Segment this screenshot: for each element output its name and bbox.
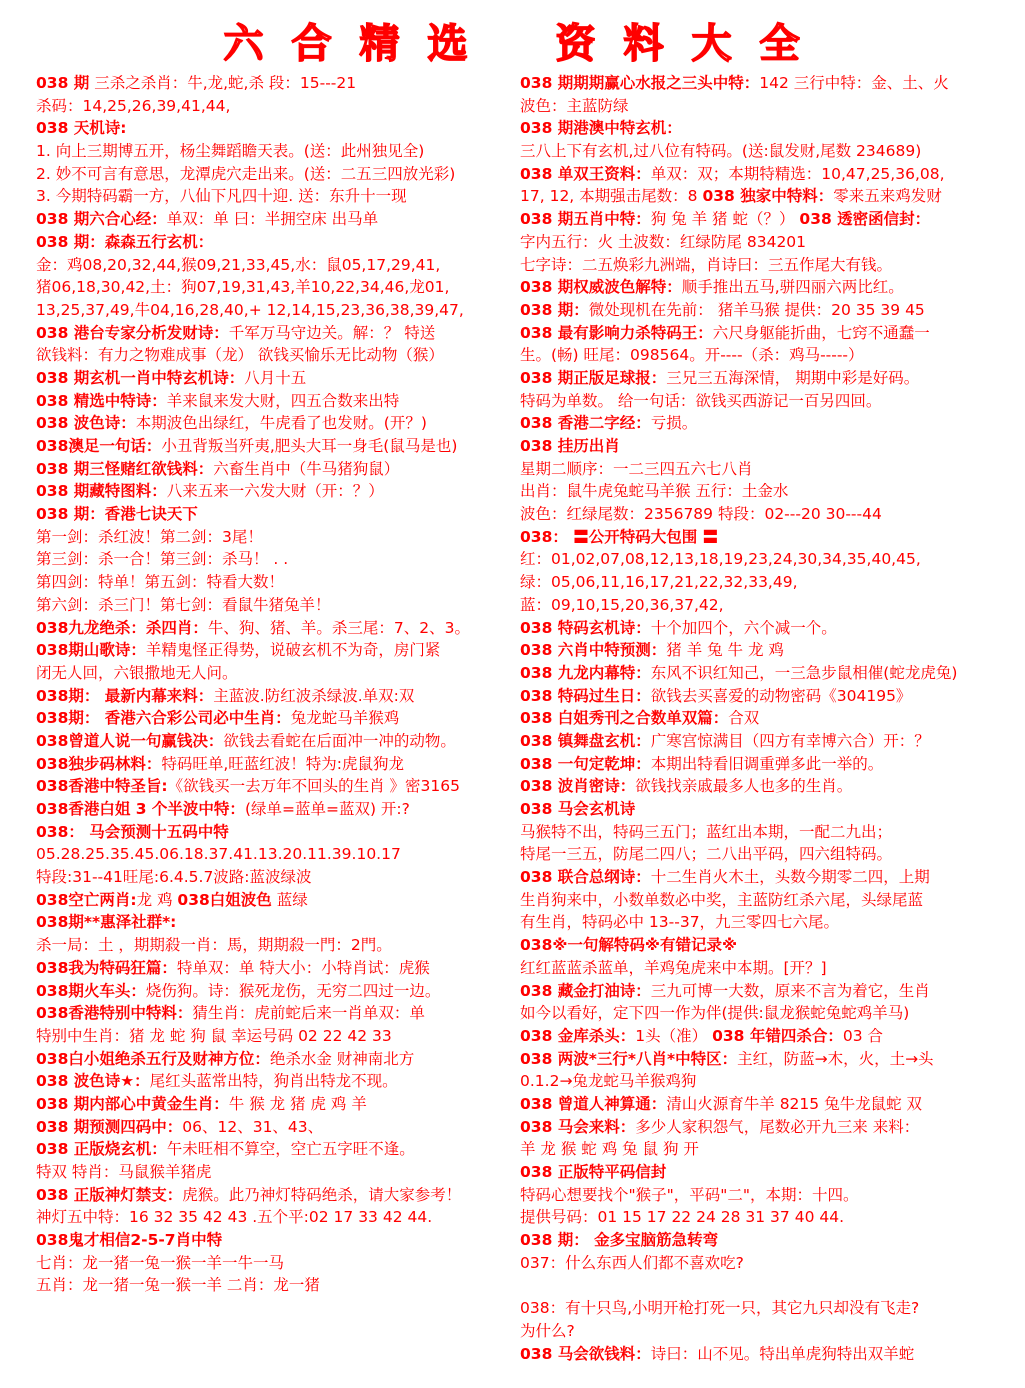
text-line	[520, 185, 1000, 208]
line-text: 038：有十只鸟,小明开枪打死一只，其它九只却没有飞走?	[520, 1299, 920, 1318]
line-text: 清山火源育牛羊 8215 兔牛龙鼠蛇 双	[666, 1094, 922, 1113]
line-text: 五肖：龙一猪一兔一猴一羊 二肖：龙一猪	[36, 1276, 320, 1295]
line-heading: 038 期： 金多宝脑筋急转弯	[520, 1231, 719, 1250]
text-line	[520, 412, 1000, 435]
text-line	[36, 1093, 510, 1116]
line-heading: 038 单双王资料：	[520, 164, 651, 183]
line-text: 十二生肖火木土，头数今期零二四，上期	[650, 868, 930, 887]
text-line	[520, 1297, 1000, 1320]
text-line	[520, 208, 1000, 231]
line-heading: 038 期：森森五行玄机：	[36, 232, 214, 251]
line-heading: 038※一句解特码※有错记录※	[520, 936, 738, 955]
line-heading: 038香港特别中特料：	[36, 1004, 193, 1023]
line-text: 亏损。	[650, 414, 698, 433]
line-text: 神灯五中特：16 32 35 42 43 .五个平:02 17 33 42 44.	[36, 1208, 433, 1227]
line-heading: 038 六肖中特预测：	[520, 641, 667, 660]
line-text: 生。(畅) 旺尾：098564。开----（杀：鸡马-----）	[520, 346, 864, 365]
line-text: 八月十五	[244, 368, 307, 387]
text-line	[520, 1070, 1000, 1093]
text-line	[36, 367, 510, 390]
line-text: 马猴特不出，特码三五门；蓝红出本期，一配二九出；	[520, 822, 893, 841]
text-line	[520, 707, 1000, 730]
text-line	[520, 1116, 1000, 1139]
line-heading: 038 期：	[520, 300, 589, 319]
line-text: 三兄三五海深情， 期期中彩是好码。	[666, 368, 920, 387]
text-line	[520, 503, 1000, 526]
line-heading: 038鬼才相信2-5-7肖中特	[36, 1231, 223, 1250]
line-text: 特码为单数。 给一句话：欲钱买西游记一百另四回。	[520, 391, 882, 410]
line-text: 第一剑：杀红波！第二剑：3尾！	[36, 527, 263, 546]
text-line	[520, 254, 1000, 277]
text-line	[520, 390, 1000, 413]
line-text: 生肖狗来中，小数单数必中奖，主蓝防红杀六尾，头绿尾蓝	[520, 890, 924, 909]
line-heading: 038 期港澳中特玄机：	[520, 119, 682, 138]
line-heading: 038 正版特平码信封	[520, 1163, 667, 1181]
line-text: 杀一局：土 ，期期殺一肖：馬，期期殺一門：2門。	[36, 936, 392, 955]
line-text: 蓝：09,10,15,20,36,37,42,	[520, 595, 724, 614]
text-line	[36, 934, 510, 957]
text-line	[520, 367, 1000, 390]
line-text: 1. 向上三期博五开，杨尘舞蹈瞻天表。(送：此州独见全)	[36, 142, 425, 161]
text-line	[36, 117, 510, 140]
text-line	[36, 163, 510, 186]
line-text: 特别中生肖：猪 龙 蛇 狗 鼠 幸运号码 02 22 42 33	[36, 1026, 392, 1045]
line-text: 第六剑：杀三门！第七剑：看鼠牛猪兔羊！	[36, 595, 331, 614]
title-char: 资	[555, 20, 598, 67]
line-text: 牛 猴 龙 猪 虎 鸡 羊	[228, 1094, 367, 1113]
text-line	[36, 208, 510, 231]
line-text: 13,25,37,49,牛04,16,28,40,+ 12,14,15,23,36,38,39,47,	[36, 300, 464, 319]
text-line	[36, 480, 510, 503]
text-line	[36, 730, 510, 753]
line-text: 午未旺相不算空，空亡五字旺不逢。	[166, 1140, 415, 1159]
text-line	[520, 458, 1000, 481]
line-text: 特码心想要找个"猴子"，平码"二"，本期：十四。	[520, 1185, 859, 1204]
line-text: 主红，防蓝→木，火，土→头	[737, 1049, 934, 1068]
line-heading: 038白姐波色	[177, 890, 272, 909]
line-heading: 038 期	[36, 74, 90, 92]
text-line	[520, 480, 1000, 503]
title-char: 选	[427, 20, 470, 67]
title-char: 精	[359, 20, 402, 67]
line-text: 单双：双；本期特精选：10,47,25,36,08,	[650, 164, 945, 183]
line-heading: 038 两波*三行*八肖*中特区：	[520, 1049, 738, 1068]
text-line	[520, 571, 1000, 594]
right-column	[520, 72, 1000, 1365]
text-line	[36, 821, 510, 844]
line-heading: 038 特码过生日：	[520, 686, 651, 705]
text-line	[36, 322, 510, 345]
line-text: 欲钱去买喜爱的动物密码《304195》	[650, 686, 912, 705]
line-heading: 038期： 香港六合彩公司必中生肖：	[36, 709, 291, 728]
line-text: 《欲钱买一去万年不回头的生肖 》密3165	[167, 777, 460, 796]
line-heading: 038 年错四杀合：	[712, 1026, 843, 1045]
line-text: 龙 鸡	[136, 890, 178, 909]
text-line	[36, 344, 510, 367]
text-line	[520, 594, 1000, 617]
line-heading: 038 期五肖中特：	[520, 210, 651, 229]
text-line	[36, 1116, 510, 1139]
line-text: 羊来鼠来发大财，四五合数来出特	[166, 391, 400, 410]
text-line	[36, 889, 510, 912]
line-text: 广寒宫惊满目（四方有幸博六合）开：？	[650, 731, 930, 750]
text-line	[520, 617, 1000, 640]
line-text: 微处现机在先前： 猪羊马猴 提供：20 35 39 45	[588, 300, 925, 319]
line-text: 猜生肖：虎前蛇后来一肖单双：单	[192, 1004, 425, 1023]
line-heading: 038我为特码狂篇：	[36, 958, 177, 977]
text-line	[36, 435, 510, 458]
line-heading: 038 曾道人神算通：	[520, 1094, 667, 1113]
title-char: 料	[623, 20, 666, 67]
text-line	[36, 843, 510, 866]
line-text: 七肖：龙一猪一兔一猴一羊一牛一马	[36, 1253, 285, 1272]
line-text: 星期二顺序：一二三四五六七八肖	[520, 459, 753, 478]
line-heading: 038 最有影响力杀特码王：	[520, 323, 713, 342]
line-heading: 038空亡两肖:	[36, 890, 137, 909]
line-text: 合双	[728, 709, 760, 728]
line-heading: 038 马会欲钱料：	[520, 1344, 651, 1363]
text-line	[520, 276, 1000, 299]
line-heading: 038 精选中特诗：	[36, 391, 167, 410]
text-line	[520, 1161, 1000, 1184]
text-line	[520, 911, 1000, 934]
line-text: 提供号码：01 15 17 22 24 28 31 37 40 44.	[520, 1208, 845, 1227]
text-line	[36, 526, 510, 549]
text-line	[520, 435, 1000, 458]
line-heading: 038： 〓公开特码大包围 〓	[520, 527, 719, 546]
line-heading: 038 马会玄机诗	[520, 800, 636, 818]
line-text: 2. 妙不可言有意思，龙潭虎穴走出来。(送：二五三四放光彩)	[36, 164, 456, 183]
title-char: 大	[691, 20, 734, 67]
line-heading: 038期山歌诗：	[36, 641, 146, 660]
line-text: 蓝绿	[271, 890, 308, 909]
line-text: 八来五来一六发大财（开：？）	[166, 482, 384, 501]
text-line	[36, 775, 510, 798]
text-line	[520, 1343, 1000, 1366]
left-column	[36, 72, 510, 1297]
line-text: 猪06,18,30,42,土：狗07,19,31,43,羊10,22,34,46,龙01,	[36, 278, 450, 297]
text-line	[520, 299, 1000, 322]
line-heading: 038 期三怪赌红欲钱料：	[36, 459, 214, 478]
text-line	[520, 163, 1000, 186]
text-line	[36, 753, 510, 776]
line-text: (绿单=蓝单=蓝双) 开:?	[244, 800, 410, 818]
text-line	[36, 1184, 510, 1207]
text-line	[36, 185, 510, 208]
text-line	[36, 140, 510, 163]
text-line	[520, 1002, 1000, 1025]
line-text: 03 合	[842, 1026, 883, 1045]
text-line	[36, 95, 510, 118]
text-line	[520, 730, 1000, 753]
line-text: 顺手推出五马,骈四丽六两比红。	[681, 278, 904, 297]
text-line	[520, 1093, 1000, 1116]
blank-line	[520, 1274, 1000, 1297]
line-text: 千军万马守边关。解：？ 特送	[228, 323, 436, 342]
text-line	[36, 1002, 510, 1025]
line-heading: 038 期玄机一肖中特玄机诗：	[36, 368, 245, 387]
text-line	[36, 1252, 510, 1275]
line-heading: 038 金库杀头：	[520, 1026, 636, 1045]
line-text: 17, 12, 本期强击尾数：8	[520, 187, 703, 206]
line-text: 烧伤狗。诗：猴死龙伤，无穷二四过一边。	[145, 981, 441, 1000]
line-text: 欲钱料：有力之物难成事（龙） 欲钱买愉乐无比动物（猴）	[36, 346, 444, 365]
line-text: 十个加四个，六个减一个。	[650, 618, 837, 637]
text-line	[520, 1229, 1000, 1252]
text-line	[36, 1229, 510, 1252]
line-heading: 038独步码林料：	[36, 754, 162, 773]
text-line	[520, 117, 1000, 140]
text-line	[36, 1070, 510, 1093]
line-heading: 038 联合总纲诗：	[520, 868, 651, 887]
line-text: 诗曰：山不见。特出单虎狗特出双羊蛇	[650, 1344, 915, 1363]
line-text: 本期出特看旧调重弹多此一举的。	[650, 754, 884, 773]
text-line	[36, 594, 510, 617]
text-line	[36, 639, 510, 662]
text-line	[520, 140, 1000, 163]
line-heading: 038曾道人说一句赢钱决：	[36, 731, 224, 750]
line-text: 字内五行：火 土波数：红绿防尾 834201	[520, 232, 807, 251]
line-heading: 038白小姐绝杀五行及财神方位：	[36, 1049, 270, 1068]
line-text: 欲钱去看蛇在后面冲一冲的动物。	[223, 731, 456, 750]
line-heading: 038香港中特圣旨:	[36, 777, 168, 796]
text-line	[36, 548, 510, 571]
line-text: 虎猴。此乃神灯特码绝杀，请大家参考！	[182, 1185, 462, 1204]
text-line	[520, 639, 1000, 662]
line-text: 波色：主蓝防绿	[520, 96, 629, 115]
line-heading: 038 马会来料：	[520, 1117, 636, 1136]
line-heading: 038 期预测四码中：	[36, 1117, 183, 1136]
line-heading: 038 期正版足球报：	[520, 368, 667, 387]
line-text: 主蓝波.防红波杀绿波.单双:双	[213, 686, 415, 705]
line-text: 037：什么东西人们都不喜欢吃?	[520, 1253, 744, 1272]
line-heading: 038九龙绝杀：杀四肖：	[36, 618, 208, 637]
title-char: 合	[291, 20, 334, 67]
text-line	[520, 1320, 1000, 1343]
text-line	[520, 980, 1000, 1003]
line-text: 1头（准）	[635, 1026, 713, 1045]
text-line	[520, 889, 1000, 912]
line-heading: 038期： 最新内幕来料：	[36, 686, 214, 705]
line-heading: 038 镇舞盘玄机：	[520, 731, 651, 750]
line-heading: 038 挂历出肖	[520, 437, 620, 455]
line-text: 特单双：单 特大小：小特肖试：虎猴	[176, 958, 430, 977]
line-text: 多少人家积怨气，尾数必开九三来 来料：	[635, 1117, 920, 1136]
text-line	[520, 753, 1000, 776]
text-line	[36, 957, 510, 980]
line-text: 羊精鬼怪正得势，说破玄机不为奇，房门紧	[145, 641, 441, 660]
text-line	[36, 707, 510, 730]
line-text: 红：01,02,07,08,12,13,18,19,23,24,30,34,35,40,45,	[520, 550, 921, 569]
text-line	[36, 866, 510, 889]
line-heading: 038 正版烧玄机：	[36, 1140, 167, 1159]
line-text: 六尺身躯能折曲，七窍不通蠢一	[712, 323, 930, 342]
line-heading: 038： 马会预测十五码中特	[36, 822, 229, 841]
line-text: 特码旺单,旺蓝红波！特为:虎鼠狗龙	[161, 754, 405, 773]
text-line	[520, 1048, 1000, 1071]
text-line	[36, 1274, 510, 1297]
text-line	[36, 412, 510, 435]
line-heading: 038香港白姐 3 个半波中特：	[36, 800, 245, 818]
line-heading: 038 透密函信封：	[799, 210, 931, 229]
line-heading: 038 藏金打油诗：	[520, 981, 651, 1000]
line-heading: 038 波肖密诗：	[520, 777, 636, 796]
line-heading: 038 期内部心中黄金生肖：	[36, 1094, 229, 1113]
line-text: 0.1.2→兔龙蛇马羊猴鸡狗	[520, 1072, 697, 1091]
line-text: 特尾一三五，防尾二四八；二八出平码，四六组特码。	[520, 845, 893, 864]
line-heading: 038 期六合心经：	[36, 210, 167, 229]
line-text: 特段:31--41旺尾:6.4.5.7波路:蓝波绿波	[36, 868, 312, 887]
text-line	[520, 548, 1000, 571]
line-text: 红红蓝蓝杀蓝单，羊鸡兔虎来中本期。[开？]	[520, 958, 827, 977]
text-line	[520, 231, 1000, 254]
line-text: 小丑背叛当歼夷,肥头大耳一身毛(鼠马是也)	[161, 437, 458, 455]
line-heading: 038 天机诗:	[36, 119, 127, 138]
line-text: 三八上下有玄机,过八位有特码。(送:鼠发财,尾数 234689)	[520, 142, 922, 161]
line-text: 特双 特肖：马鼠猴羊猪虎	[36, 1163, 212, 1181]
text-line	[36, 1025, 510, 1048]
text-line	[520, 1138, 1000, 1161]
text-line	[520, 685, 1000, 708]
title-gap	[496, 18, 530, 70]
line-text: 杀码：14,25,26,39,41,44,	[36, 96, 231, 115]
line-text: 三杀之杀肖：牛,龙,蛇,杀 段：15---21	[89, 74, 357, 92]
line-heading: 038 一句定乾坤：	[520, 754, 651, 773]
line-text: 本期波色出绿红，牛虎看了也发财。(开？)	[135, 414, 427, 433]
line-text: 第三剑：杀一合！第三剑：杀马！ . .	[36, 550, 289, 569]
text-line	[36, 1206, 510, 1229]
line-heading: 038期火车头：	[36, 981, 146, 1000]
line-heading: 038 正版神灯禁支：	[36, 1185, 183, 1204]
text-line	[36, 1138, 510, 1161]
line-heading: 038澳足一句话：	[36, 437, 162, 455]
text-line	[520, 821, 1000, 844]
line-text: 三九可博一大数，原来不言为着它，生肖	[650, 981, 930, 1000]
text-line	[36, 276, 510, 299]
line-heading: 038 波色诗★：	[36, 1072, 150, 1091]
line-text: 单双：单 曰：半拥空床 出马单	[166, 210, 379, 229]
text-line	[36, 231, 510, 254]
text-line	[36, 571, 510, 594]
line-text: 七字诗：二五焕彩九洲端，肖诗曰：三五作尾大有钱。	[520, 255, 893, 274]
line-heading: 038 香港二字经：	[520, 414, 651, 433]
text-line	[36, 72, 510, 95]
text-line	[36, 254, 510, 277]
text-line	[36, 299, 510, 322]
text-line	[36, 617, 510, 640]
line-text: 05.28.25.35.45.06.18.37.41.13.20.11.39.10.17	[36, 845, 401, 864]
line-heading: 038 独家中特料：	[702, 187, 834, 206]
line-text: 金：鸡08,20,32,44,猴09,21,33,45,水：鼠05,17,29,41,	[36, 255, 441, 274]
page-title	[0, 18, 1025, 70]
line-text: 3. 今期特码霸一方，八仙下凡四十迎. 送：东升十一现	[36, 187, 407, 206]
text-line	[520, 1206, 1000, 1229]
text-line	[520, 843, 1000, 866]
text-line	[520, 1252, 1000, 1275]
text-line	[520, 1184, 1000, 1207]
line-text: 六畜生肖中（牛马猪狗鼠）	[213, 459, 400, 478]
line-text: 06、12、31、43、	[182, 1117, 324, 1136]
text-line	[36, 458, 510, 481]
line-heading: 038 白姐秀刊之合数单双篇：	[520, 709, 729, 728]
text-line	[520, 1025, 1000, 1048]
line-heading: 038 港台专家分析发财诗：	[36, 323, 229, 342]
line-text: 闭无人回，六银撒地无人问。	[36, 663, 238, 682]
line-text: 零来五来鸡发财	[833, 187, 942, 206]
text-line	[520, 344, 1000, 367]
line-text: 兔龙蛇马羊猴鸡	[290, 709, 400, 728]
text-line	[36, 503, 510, 526]
line-text: 绿：05,06,11,16,17,21,22,32,33,49,	[520, 573, 798, 592]
text-line	[520, 662, 1000, 685]
line-heading: 038期**惠泽社群*:	[36, 913, 177, 932]
line-text: 猪 羊 兔 牛 龙 鸡	[666, 641, 784, 660]
line-heading: 038 特码玄机诗：	[520, 618, 651, 637]
text-line	[36, 911, 510, 934]
line-text: 尾红头蓝常出特，狗肖出特龙不现。	[149, 1072, 398, 1091]
text-line	[520, 775, 1000, 798]
line-text: 如今以看好，定下四一作为伴(提供:鼠龙猴蛇兔蛇鸡羊马)	[520, 1004, 910, 1023]
line-text: 为什么?	[520, 1321, 575, 1340]
title-char: 全	[759, 20, 802, 67]
text-line	[36, 1048, 510, 1071]
line-text: 第四剑：特单！第五剑：特看大数！	[36, 573, 285, 592]
text-line	[36, 685, 510, 708]
line-heading: 038 期权威波色解特：	[520, 278, 682, 297]
line-text: 有生肖，特码必中 13--37，九三零四七六尾。	[520, 913, 840, 932]
line-text: 牛、狗、猪、羊。杀三尾：7、2、3。	[207, 618, 470, 637]
line-text: 欲钱找亲戚最多人也多的生肖。	[635, 777, 853, 796]
text-line	[36, 798, 510, 821]
text-line	[520, 934, 1000, 957]
text-line	[520, 957, 1000, 980]
text-line	[36, 390, 510, 413]
title-char: 六	[223, 20, 266, 67]
line-heading: 038 期期期赢心水报之三头中特：	[520, 74, 760, 92]
line-heading: 038 期藏特图料：	[36, 482, 167, 501]
line-heading: 038 期：香港七诀天下	[36, 505, 198, 524]
text-line	[520, 72, 1000, 95]
text-line	[36, 980, 510, 1003]
line-text: 绝杀水金 财神南北方	[269, 1049, 415, 1068]
line-text: 出肖：鼠牛虎兔蛇马羊猴 五行：土金水	[520, 482, 789, 501]
line-text: 羊 龙 猴 蛇 鸡 兔 鼠 狗 开	[520, 1140, 699, 1159]
line-heading: 038 九龙内幕特：	[520, 663, 651, 682]
text-line	[36, 1161, 510, 1184]
text-line	[520, 322, 1000, 345]
line-text: 波色：红绿尾数：2356789 特段：02---20 30---44	[520, 505, 882, 524]
text-line	[520, 95, 1000, 118]
line-heading: 038 波色诗：	[36, 414, 136, 433]
text-line	[520, 798, 1000, 821]
text-line	[36, 662, 510, 685]
line-text: 142 三行中特：金、土、火	[759, 74, 949, 92]
text-line	[520, 526, 1000, 549]
text-line	[520, 866, 1000, 889]
line-text: 狗 兔 羊 猪 蛇（？）	[650, 210, 800, 229]
line-text: 东风不识红知己，一三急步鼠相催(蛇龙虎兔)	[650, 663, 958, 682]
